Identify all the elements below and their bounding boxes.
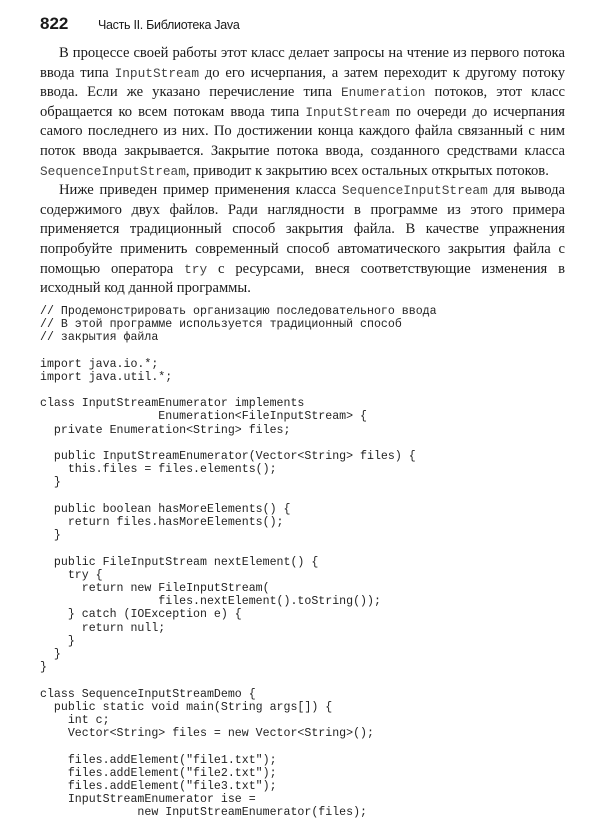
code-line: new InputStreamEnumerator(files);: [40, 806, 367, 820]
code-line: }: [40, 529, 61, 543]
inline-code: InputStream: [114, 65, 200, 81]
text-run: до его исчерпания, а затем переходит к другому потоку ввода. Если же указано перечисление типа: [40, 64, 566, 101]
code-line: }: [40, 476, 61, 490]
page-header: [40, 14, 565, 34]
code-line: return new FileInputStream(: [40, 581, 270, 595]
code-line: private Enumeration<String> files;: [40, 423, 291, 437]
code-line: public InputStreamEnumerator(Vector<String> files) {: [40, 449, 416, 463]
code-listing: [40, 305, 565, 820]
code-line: public static void main(String args[]) {: [40, 700, 333, 714]
code-line: try {: [40, 568, 103, 582]
code-line: [40, 344, 565, 357]
inline-code: SequenceInputStream: [40, 163, 186, 179]
code-line: // Продемонстрировать организацию последовательного ввода: [40, 304, 437, 318]
inline-code: try: [184, 261, 208, 277]
text-run: , приводит к закрытию всех остальных открытых потоков.: [185, 162, 549, 179]
code-line: import java.util.*;: [40, 370, 173, 384]
text-run: с ресурсами, внеся соответствующие изменения в исходный код данной программы.: [40, 260, 565, 297]
inline-code: Enumeration: [341, 85, 426, 101]
code-line: return null;: [40, 621, 166, 635]
body-text: [40, 44, 565, 299]
code-line: public FileInputStream nextElement() {: [40, 555, 319, 569]
code-line: [40, 490, 565, 503]
code-line: [40, 542, 565, 555]
code-line: // В этой программе используется традиционный способ: [40, 317, 402, 331]
text-run: В процессе своей работы этот класс делает запросы на чтение из первого потока ввода типа: [40, 45, 565, 81]
code-line: return files.hasMoreElements();: [40, 515, 284, 529]
code-line: files.addElement("file3.txt");: [40, 779, 277, 793]
code-line: Enumeration<FileInputStream> {: [40, 410, 367, 424]
code-line: }: [40, 647, 61, 661]
code-line: InputStreamEnumerator ise =: [40, 793, 256, 807]
code-line: files.addElement("file2.txt");: [40, 766, 277, 780]
code-line: [40, 740, 565, 753]
inline-code: SequenceInputStream: [341, 183, 488, 199]
text-run: потоков, этот класс обращается ко всем потокам ввода типа: [40, 84, 565, 120]
inline-code: InputStream: [305, 104, 390, 120]
text-run: Ниже приведен пример применения класса: [59, 182, 342, 199]
code-line: class SequenceInputStreamDemo {: [40, 687, 256, 701]
paragraph: [40, 44, 565, 181]
running-title: Часть II. Библиотека Java: [98, 18, 240, 32]
code-line: [40, 674, 565, 687]
code-line: int c;: [40, 713, 110, 727]
code-line: import java.io.*;: [40, 357, 159, 371]
code-line: } catch (IOException e) {: [40, 608, 242, 622]
code-line: }: [40, 634, 75, 648]
paragraph: [40, 181, 565, 299]
page-number: 822: [40, 14, 69, 33]
text-run: для вывода содержимого двух файлов. Ради наглядности в программе из этого примера применяется традиционный способ закрытия файла. В качестве упражнения попробуйте применить современный способ автоматического закрытия файла с помощью оператора: [40, 182, 565, 277]
code-line: class InputStreamEnumerator implements: [40, 397, 305, 411]
code-line: files.addElement("file1.txt");: [40, 753, 277, 767]
code-line: }: [40, 661, 47, 675]
text-run: по очереди до исчерпания самого последнего из них. По достижении конца каждого файла связанный с ним поток ввода закрывается. Закрытие потока ввода, созданного средствами класса: [40, 103, 565, 159]
code-line: Vector<String> files = new Vector<String>();: [40, 727, 374, 741]
code-line: [40, 384, 565, 397]
code-line: this.files = files.elements();: [40, 463, 277, 477]
code-line: // закрытия файла: [40, 331, 159, 345]
code-line: [40, 437, 565, 450]
code-line: public boolean hasMoreElements() {: [40, 502, 291, 516]
code-line: files.nextElement().toString());: [40, 595, 381, 609]
